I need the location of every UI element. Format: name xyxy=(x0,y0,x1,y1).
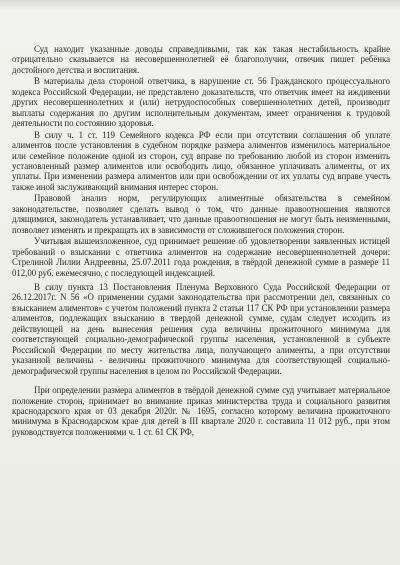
paragraph-4: Правовой анализ норм, регулирующих алиментные обязательства в семейном законодательстве, позволяет сделать вывод о том, что данные правоотношения являются длящимися, законодатель устанавливает, что данные правоотношения не могут быть неизменными, позволяет изменять и прекращать их в зависимости от сложившегося положения сторон. xyxy=(12,193,390,235)
paragraph-5: Учитывая вышеизложенное, суд принимает решение об удовлетворении заявленных истицей требований о взыскании с ответчика алиментов на содержание несовершеннолетней дочери: Стрелиной Лилии Андреевны, 25.07.2011 года рождения, в твёрдой денежной сумме в размере 11 012,00 руб. ежемесячно, с последующей индексацией. xyxy=(12,236,390,278)
paragraph-7: При определении размера алиментов в твёрдой денежной сумме суд учитывает материальное положение сторон, принимает во внимание приказ министерства труда и социального развития краснодарского края от 03 декабря 2020г. № 1695, согласно которому величина прожиточного минимума в Краснодарском крае для детей в III квартале 2020 г. составила 11 012 руб., при этом руководствуется положениями ч. 1 ст. 61 СК РФ, xyxy=(12,385,390,437)
paragraph-6: В силу пункта 13 Постановления Пленума Верховного Суда Российской Федерации от 26.12.2017г. N 56 «О применении судами законодательства при рассмотрении дел, связанных со взысканием алиментов» с учетом положений пункта 2 статьи 117 СК РФ при установлении размера алиментов, подлежащих взысканию в твердой денежной сумме, судам следует исходить из действующей на день вынесения решения суда величины прожиточного минимума для соответствующей социально-демографической группы населения, установленной в субъекте Российской Федерации по месту жительства лица, получающего алименты, а при отсутствии указанной величины - величины прожиточного минимума для соответствующей социально-демографической группы населения в целом по Российской Федерации. xyxy=(12,281,390,376)
paragraph-2: В материалы дела стороной ответчика, в нарушение ст. 56 Гражданского процессуального кодекса Российской Федерации, не представлено доказательств, что ответчик имеет на иждивении других несовершеннолетних и (или) нетрудоспособных совершеннолетних детей, производит выплаты содержания по другим исполнительным документам, имеет ограничения к трудовой деятельности по состоянию здоровья. xyxy=(12,76,390,129)
scan-shadow xyxy=(0,0,400,10)
paragraph-3: В силу ч. 1 ст. 119 Семейного кодекса РФ если при отсутствии соглашения об уплате алиментов после установления в судебном порядке размера алиментов изменилось материальное или семейное положение одной из сторон, суд вправе по требованию любой из сторон изменить установленный размер алиментов или освободить лицо, обязанное уплачивать алименты, от их уплаты. При изменении размера алиментов или при освобождении от их уплаты суд вправе учесть также иной заслуживающий внимания интерес сторон. xyxy=(12,129,390,192)
paragraph-1: Суд находит указанные доводы справедливыми, так как такая нестабильность крайне отрицательно сказывается на несовершеннолетней её благополучии, отвечик пишет ребёнка достойного детства и воспитания. xyxy=(12,44,390,75)
